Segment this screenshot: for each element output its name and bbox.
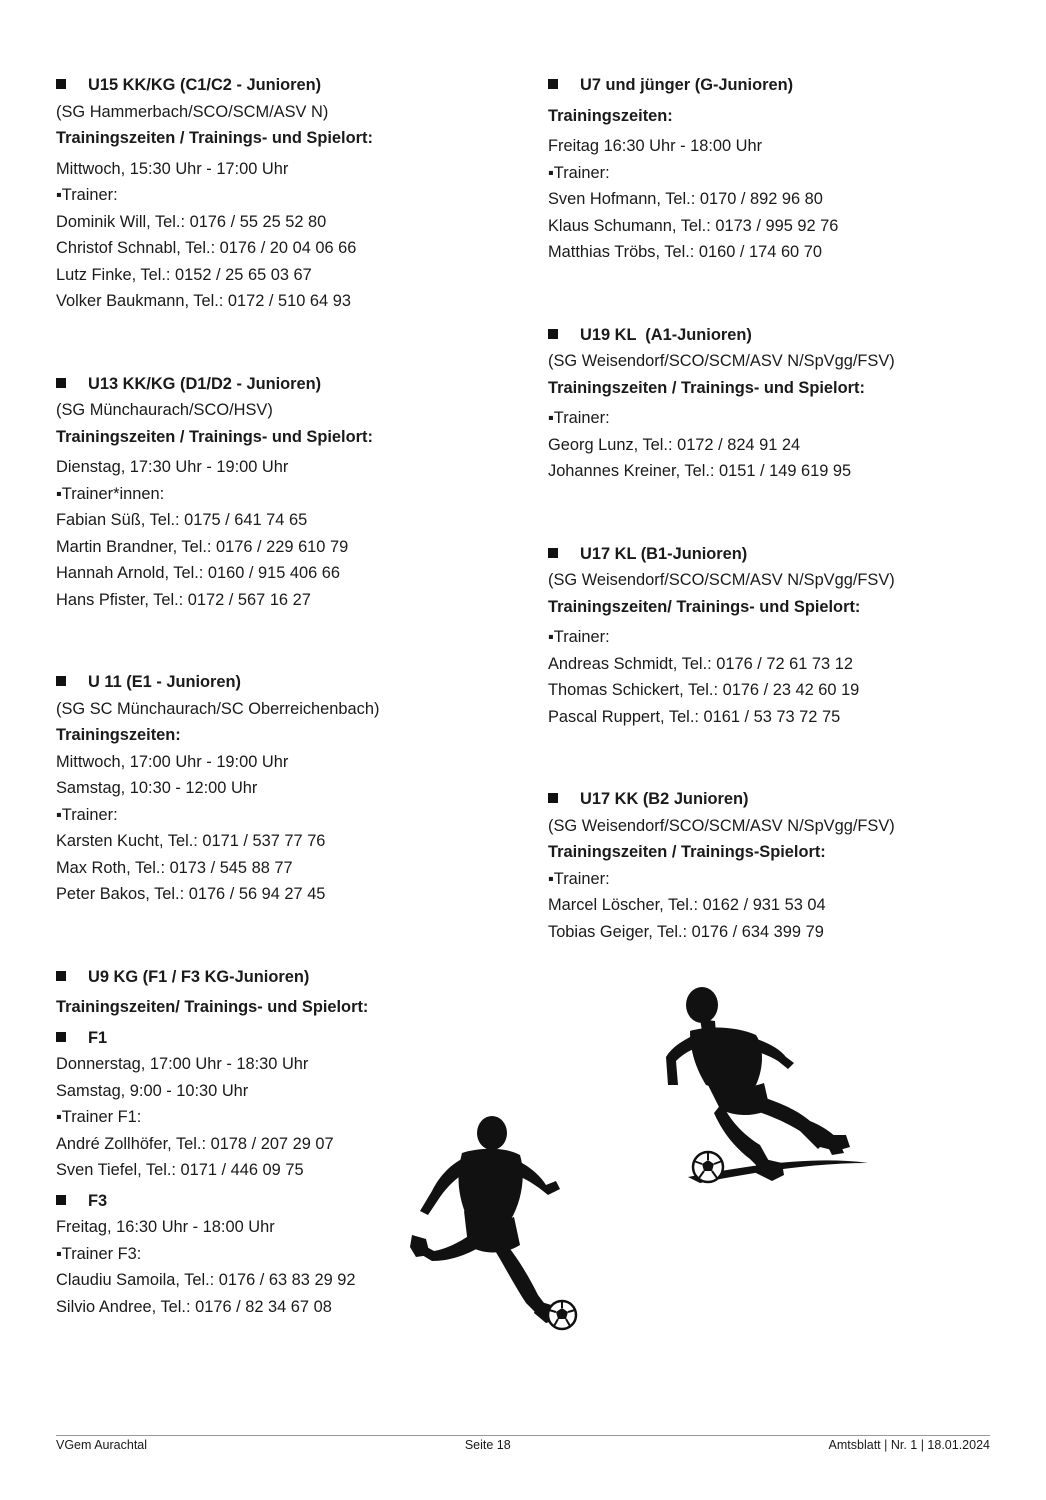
section-title: U9 KG (F1 / F3 KG-Junioren) [56, 964, 496, 991]
section-title: U17 KK (B2 Junioren) [548, 786, 988, 813]
info-line: Lutz Finke, Tel.: 0152 / 25 65 03 67 [56, 265, 312, 284]
subsection-title-f3: F3 [56, 1188, 496, 1215]
info-line: Klaus Schumann, Tel.: 0173 / 995 92 76 [548, 216, 839, 235]
info-line: Silvio Andree, Tel.: 0176 / 82 34 67 08 [56, 1297, 332, 1316]
section-subhead: Trainingszeiten: [548, 106, 673, 125]
info-line: Johannes Kreiner, Tel.: 0151 / 149 619 95 [548, 462, 852, 480]
info-line: Mittwoch, 15:30 Uhr - 17:00 Uhr [56, 159, 289, 178]
info-line: Georg Lunz, Tel.: 0172 / 824 91 24 [548, 435, 801, 454]
info-line: Fabian Süß, Tel.: 0175 / 641 74 65 [56, 511, 308, 529]
info-line: Pascal Ruppert, Tel.: 0161 / 53 73 72 75 [548, 707, 841, 726]
info-line: ▪Trainer: [548, 163, 610, 182]
info-line: Donnerstag, 17:00 Uhr - 18:30 Uhr [56, 1055, 309, 1073]
info-line: Max Roth, Tel.: 0173 / 545 88 77 [56, 858, 293, 877]
footer-issue: Amtsblatt | Nr. 1 | 18.01.2024 [828, 1438, 990, 1452]
subsection-title-f1: F1 [56, 1025, 496, 1052]
info-line: Matthias Tröbs, Tel.: 0160 / 174 60 70 [548, 243, 822, 261]
info-line: Samstag, 10:30 - 12:00 Uhr [56, 779, 258, 797]
section-title: U 11 (E1 - Junioren) [56, 669, 496, 696]
sg-line: (SG Hammerbach/SCO/SCM/ASV N) [56, 102, 329, 121]
section-u13 [56, 371, 496, 614]
section-subhead: Trainingszeiten: [56, 726, 181, 744]
info-line: Christof Schnabl, Tel.: 0176 / 20 04 06 66 [56, 239, 357, 257]
info-line: ▪Trainer: [56, 805, 118, 824]
square-bullet-icon [56, 1195, 66, 1205]
section-title: U7 und jünger (G-Junioren) [548, 72, 988, 99]
info-line: Freitag, 16:30 Uhr - 18:00 Uhr [56, 1218, 275, 1236]
info-line: Samstag, 9:00 - 10:30 Uhr [56, 1081, 249, 1100]
info-line: Tobias Geiger, Tel.: 0176 / 634 399 79 [548, 922, 824, 941]
info-line: ▪Trainer: [548, 409, 610, 427]
section-subhead: Trainingszeiten / Trainings-Spielort: [548, 843, 826, 861]
info-line: Thomas Schickert, Tel.: 0176 / 23 42 60 19 [548, 681, 860, 699]
section-u15 [56, 72, 496, 315]
right-column [548, 72, 988, 945]
info-line: Andreas Schmidt, Tel.: 0176 / 72 61 73 12 [548, 654, 853, 673]
info-line: ▪Trainer: [548, 628, 610, 646]
square-bullet-icon [548, 79, 558, 89]
info-line: André Zollhöfer, Tel.: 0178 / 207 29 07 [56, 1134, 334, 1153]
soccer-player-silhouette-icon [660, 985, 875, 1190]
info-line: Sven Hofmann, Tel.: 0170 / 892 96 80 [548, 190, 823, 208]
square-bullet-icon [56, 1032, 66, 1042]
info-line: Hans Pfister, Tel.: 0172 / 567 16 27 [56, 590, 311, 609]
info-line: ▪Trainer F1: [56, 1108, 142, 1126]
sg-line: (SG Weisendorf/SCO/SCM/ASV N/SpVgg/FSV) [548, 816, 895, 835]
section-u17kk [548, 786, 988, 945]
ball-icon [548, 1301, 576, 1329]
square-bullet-icon [56, 79, 66, 89]
section-title: U17 KL (B1-Junioren) [548, 541, 988, 568]
info-line: ▪Trainer: [56, 186, 118, 204]
square-bullet-icon [56, 971, 66, 981]
section-u19 [548, 322, 988, 485]
square-bullet-icon [56, 378, 66, 388]
footer-publisher: VGem Aurachtal [56, 1438, 148, 1452]
sg-line: (SG Weisendorf/SCO/SCM/ASV N/SpVgg/FSV) [548, 352, 895, 370]
info-line: Martin Brandner, Tel.: 0176 / 229 610 79 [56, 537, 349, 556]
section-subhead: Trainingszeiten/ Trainings- und Spielort: [548, 597, 861, 616]
square-bullet-icon [56, 676, 66, 686]
info-line: Peter Bakos, Tel.: 0176 / 56 94 27 45 [56, 885, 326, 903]
section-subhead: Trainingszeiten/ Trainings- und Spielort: [56, 998, 369, 1016]
section-subhead: Trainingszeiten / Trainings- und Spielort: [548, 378, 865, 397]
section-u11 [56, 669, 496, 908]
info-line: Hannah Arnold, Tel.: 0160 / 915 406 66 [56, 564, 341, 582]
section-title: U13 KK/KG (D1/D2 - Junioren) [56, 371, 496, 398]
info-line: Karsten Kucht, Tel.: 0171 / 537 77 76 [56, 832, 326, 850]
info-line: Dominik Will, Tel.: 0176 / 55 25 52 80 [56, 212, 327, 231]
info-line: ▪Trainer: [548, 869, 610, 888]
info-line: Dienstag, 17:30 Uhr - 19:00 Uhr [56, 458, 289, 476]
info-line: Volker Baukmann, Tel.: 0172 / 510 64 93 [56, 292, 351, 310]
square-bullet-icon [548, 329, 558, 339]
sg-line: (SG Münchaurach/SCO/HSV) [56, 401, 273, 419]
section-subhead: Trainingszeiten / Trainings- und Spielort: [56, 427, 373, 446]
info-line: Sven Tiefel, Tel.: 0171 / 446 09 75 [56, 1161, 304, 1179]
ball-icon [693, 1152, 723, 1182]
sg-line: (SG SC Münchaurach/SC Oberreichenbach) [56, 699, 380, 718]
info-line: Marcel Löscher, Tel.: 0162 / 931 53 04 [548, 896, 826, 914]
soccer-player-silhouette-icon [410, 1115, 585, 1335]
section-title: U19 KL (A1-Junioren) [548, 322, 988, 349]
info-line: Freitag 16:30 Uhr - 18:00 Uhr [548, 137, 763, 155]
section-title: U15 KK/KG (C1/C2 - Junioren) [56, 72, 496, 99]
footer-page-number: Seite 18 [464, 1438, 511, 1452]
square-bullet-icon [548, 793, 558, 803]
section-u17kl [548, 541, 988, 731]
page-footer [56, 1435, 990, 1452]
section-u7 [548, 72, 988, 266]
info-line: Claudiu Samoila, Tel.: 0176 / 63 83 29 92 [56, 1271, 356, 1289]
square-bullet-icon [548, 548, 558, 558]
info-line: Mittwoch, 17:00 Uhr - 19:00 Uhr [56, 752, 289, 771]
section-subhead: Trainingszeiten / Trainings- und Spielort: [56, 129, 373, 147]
sg-line: (SG Weisendorf/SCO/SCM/ASV N/SpVgg/FSV) [548, 571, 895, 589]
info-line: ▪Trainer F3: [56, 1244, 142, 1263]
info-line: ▪Trainer*innen: [56, 484, 165, 503]
